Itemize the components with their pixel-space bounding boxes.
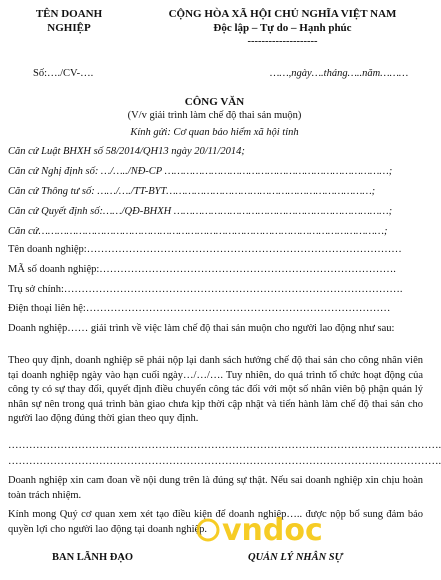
recipient-line: Kính gửi: Cơ quan bảo hiểm xã hội tỉnh xyxy=(130,127,299,138)
legal-basis-5: Căn cứ…………………………………………………………………………………………………; xyxy=(8,226,388,237)
request-paragraph: Kính mong Quý cơ quan xem xét tạo điều kiện để doanh nghiệp….. được nộp bổ sung đảm bảo quyền lợi cho người lao động tại doanh nghiệp. xyxy=(8,509,423,535)
legal-basis-1: Căn cứ Luật BHXH số 58/2014/QH13 ngày 20/11/2014; xyxy=(8,146,245,157)
organization-name-line2: NGHIỆP xyxy=(47,22,91,34)
signature-left-title: BAN LÃNH ĐẠO xyxy=(52,552,134,563)
commitment-paragraph: Doanh nghiệp xin cam đoan về nội dung trên là đúng sự thật. Nếu sai doanh nghiệp xin chịu hoàn toàn trách nhiệm. xyxy=(8,475,423,501)
watermark-text: vndoc xyxy=(222,513,323,548)
legal-basis-4: Căn cứ Quyết định số:……/QĐ-BHXH ……………………………………………………………; xyxy=(8,206,393,217)
organization-name-line1: TÊN DOANH xyxy=(35,8,103,20)
document-number: Số:…./CV-…. xyxy=(33,68,94,79)
national-motto: Độc lập – Tự do – Hạnh phúc xyxy=(213,22,352,34)
motto-underline: -------------------- xyxy=(247,36,318,47)
phone-field: Điện thoại liên hệ:…………………………………………………………………………… xyxy=(8,303,391,314)
blank-line-2: ……………………………………………………………………………………………………………. xyxy=(8,456,441,467)
document-subtitle: (V/v giải trình làm chế độ thai sản muộn) xyxy=(127,110,302,121)
signature-right-title: QUẢN LÝ NHÂN SỰ xyxy=(248,552,343,563)
vndoc-watermark-logo xyxy=(190,502,323,554)
headquarters-field: Trụ sở chính:……………………………………………………………………………………. xyxy=(8,284,403,295)
legal-basis-3: Căn cứ Thông tư số: ……/…./TT-BYT…………………………………………………………; xyxy=(8,186,376,197)
national-title: CỘNG HÒA XÃ HỘI CHỦ NGHĨA VIỆT NAM xyxy=(168,8,397,20)
intro-paragraph: Doanh nghiệp…… giải trình về việc làm chế độ thai sản muộn cho người lao động như sau: xyxy=(8,323,395,334)
company-name-field: Tên doanh nghiệp:……………………………………………………………………………… xyxy=(8,244,402,255)
legal-basis-2: Căn cứ Nghị định số: …/…../NĐ-CP ………………………………………………………………; xyxy=(8,166,393,177)
document-date: ……,ngày….tháng…..năm……… xyxy=(270,68,409,79)
blank-line-1: ……………………………………………………………………………………………………………. xyxy=(8,440,441,451)
company-code-field: MÃ số doanh nghiệp:…………………………………………………………………………. xyxy=(8,264,396,275)
explanation-paragraph: Theo quy định, doanh nghiệp sẽ phải nộp lại danh sách hưởng chế độ thai sản cho công nhân viên tại doanh nghiệp ngày vào hạn cuối ngày…/…/…. Tuy nhiên, do quá trình tổ chức hoạt động của công ty có sự thay đổi, quyết định điều chuyển công tác đối với một số nhân viên bộ phận quản lý nhân sự nên trong quá trình bàn giao chưa kịp thời cập nhật và tiến hành làm chế độ thai sản cho người lao động đúng thời gian theo quy định. xyxy=(8,355,423,425)
document-title: CÔNG VĂN xyxy=(184,96,245,108)
